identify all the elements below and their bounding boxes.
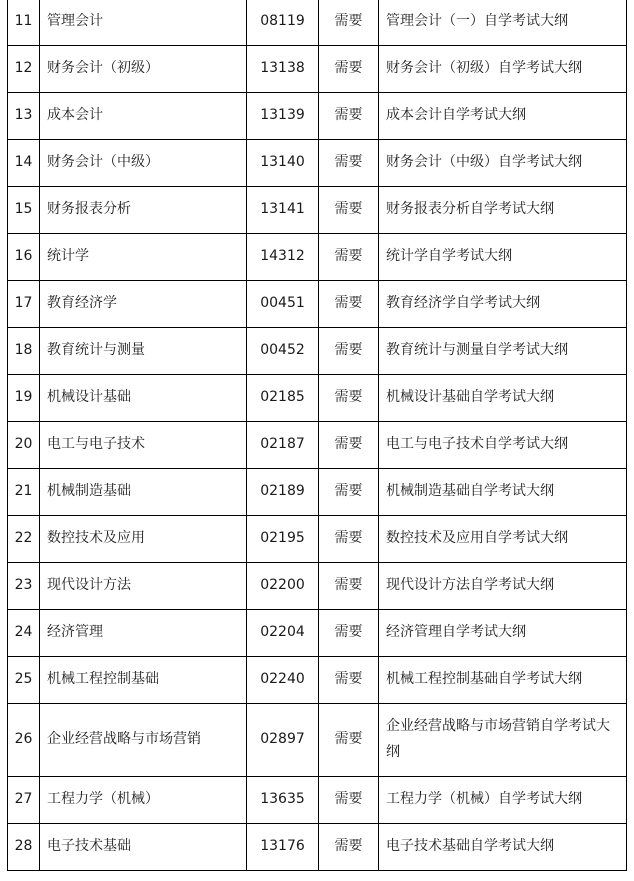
course-code: 08119 [247,0,319,46]
exam-outline: 数控技术及应用自学考试大纲 [379,516,627,563]
requirement: 需要 [319,704,379,777]
row-number: 19 [8,375,40,422]
requirement: 需要 [319,281,379,328]
table-row [8,657,627,704]
requirement: 需要 [319,0,379,46]
course-code: 13141 [247,187,319,234]
course-name: 电子技术基础 [40,824,247,871]
exam-outline: 机械工程控制基础自学考试大纲 [379,657,627,704]
course-name: 机械设计基础 [40,375,247,422]
course-name: 财务会计（中级） [40,140,247,187]
row-number: 24 [8,610,40,657]
row-number: 15 [8,187,40,234]
course-code: 13635 [247,777,319,824]
exam-outline: 工程力学（机械）自学考试大纲 [379,777,627,824]
exam-outline: 电工与电子技术自学考试大纲 [379,422,627,469]
exam-outline: 管理会计（一）自学考试大纲 [379,0,627,46]
course-name: 教育统计与测量 [40,328,247,375]
requirement: 需要 [319,375,379,422]
course-code: 00451 [247,281,319,328]
course-name: 教育经济学 [40,281,247,328]
exam-outline: 机械设计基础自学考试大纲 [379,375,627,422]
table-row [8,422,627,469]
course-code: 02897 [247,704,319,777]
row-number: 20 [8,422,40,469]
course-code: 02240 [247,657,319,704]
course-code: 02195 [247,516,319,563]
row-number: 17 [8,281,40,328]
course-code: 13140 [247,140,319,187]
course-code: 13138 [247,46,319,93]
course-code: 13139 [247,93,319,140]
row-number: 27 [8,777,40,824]
course-name: 管理会计 [40,0,247,46]
course-name: 机械制造基础 [40,469,247,516]
requirement: 需要 [319,563,379,610]
requirement: 需要 [319,610,379,657]
course-code: 02187 [247,422,319,469]
exam-outline: 财务会计（中级）自学考试大纲 [379,140,627,187]
exam-outline: 教育经济学自学考试大纲 [379,281,627,328]
exam-outline: 成本会计自学考试大纲 [379,93,627,140]
table-row [8,563,627,610]
row-number: 18 [8,328,40,375]
table-row [8,824,627,871]
table-row [8,777,627,824]
row-number: 23 [8,563,40,610]
course-name: 统计学 [40,234,247,281]
requirement: 需要 [319,422,379,469]
table-row [8,516,627,563]
row-number: 25 [8,657,40,704]
requirement: 需要 [319,328,379,375]
course-code: 02200 [247,563,319,610]
requirement: 需要 [319,46,379,93]
exam-outline: 电子技术基础自学考试大纲 [379,824,627,871]
exam-outline: 统计学自学考试大纲 [379,234,627,281]
course-name: 企业经营战略与市场营销 [40,704,247,777]
requirement: 需要 [319,516,379,563]
course-code: 14312 [247,234,319,281]
course-code: 13176 [247,824,319,871]
course-name: 机械工程控制基础 [40,657,247,704]
row-number: 13 [8,93,40,140]
exam-course-table [7,0,627,871]
requirement: 需要 [319,234,379,281]
course-code: 02185 [247,375,319,422]
course-name: 工程力学（机械） [40,777,247,824]
table-row [8,46,627,93]
row-number: 28 [8,824,40,871]
row-number: 14 [8,140,40,187]
table-row [8,140,627,187]
row-number: 26 [8,704,40,777]
course-name: 成本会计 [40,93,247,140]
requirement: 需要 [319,777,379,824]
exam-outline: 财务会计（初级）自学考试大纲 [379,46,627,93]
row-number: 21 [8,469,40,516]
course-name: 现代设计方法 [40,563,247,610]
row-number: 16 [8,234,40,281]
course-name: 经济管理 [40,610,247,657]
course-name: 财务会计（初级） [40,46,247,93]
exam-outline: 企业经营战略与市场营销自学考试大纲 [379,704,627,777]
requirement: 需要 [319,140,379,187]
course-code: 02204 [247,610,319,657]
row-number: 11 [8,0,40,46]
table-row [8,328,627,375]
table-row [8,0,627,46]
course-code: 02189 [247,469,319,516]
row-number: 12 [8,46,40,93]
exam-outline: 经济管理自学考试大纲 [379,610,627,657]
exam-outline: 财务报表分析自学考试大纲 [379,187,627,234]
table-row [8,704,627,777]
exam-outline: 机械制造基础自学考试大纲 [379,469,627,516]
requirement: 需要 [319,93,379,140]
table-row [8,469,627,516]
table-row [8,93,627,140]
course-name: 财务报表分析 [40,187,247,234]
requirement: 需要 [319,657,379,704]
course-code: 00452 [247,328,319,375]
course-name: 数控技术及应用 [40,516,247,563]
table-row [8,375,627,422]
exam-outline: 现代设计方法自学考试大纲 [379,563,627,610]
exam-outline: 教育统计与测量自学考试大纲 [379,328,627,375]
requirement: 需要 [319,469,379,516]
course-name: 电工与电子技术 [40,422,247,469]
table-row [8,187,627,234]
requirement: 需要 [319,824,379,871]
table-row [8,234,627,281]
requirement: 需要 [319,187,379,234]
table-row [8,281,627,328]
table-row [8,610,627,657]
row-number: 22 [8,516,40,563]
